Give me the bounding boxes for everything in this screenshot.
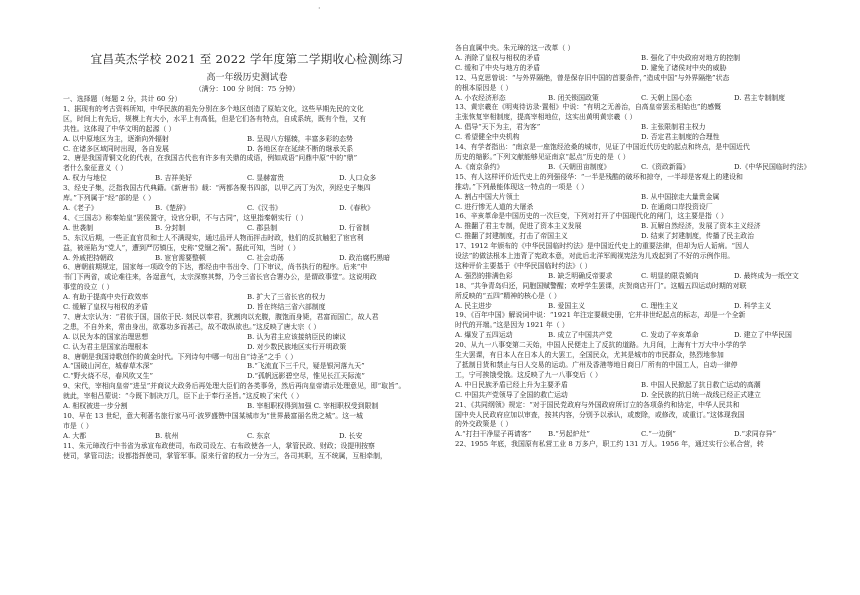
text-line: 历史的缩影。”下列文献能够见证南京“起点”历史的是（ ）: [455, 152, 630, 161]
option: B. 缺乏明确反帝要求: [548, 271, 613, 280]
option: D. 政治腐朽黑暗: [339, 253, 391, 262]
option-row: [63, 293, 431, 303]
text-line: 4、《三国志》称秦始皇“罢侯置守，设官分职，不与古同”，这里指秦朝实行（ ）: [63, 213, 308, 222]
option: B. 分封制: [155, 223, 186, 232]
option-row: [455, 163, 827, 173]
option: B. 爱国主义: [548, 301, 586, 310]
option: C. 希望健全中央机构: [455, 133, 520, 142]
option-row: [63, 174, 431, 184]
text-line: 7、唐太宗认为：“君依于国，国依于民. 刻民以奉君，犹割肉以充腹，腹饱而身毙，君富而国亡，故人君: [63, 312, 379, 321]
exam-title: 宜昌英杰学校 2021 至 2022 学年度第二学期收心检测练习: [90, 52, 404, 66]
text-line: 2、唐是我国青铜文化的代表，在我国古代也有许多有关鼎的成语，例如成语“问鼎中原”中的“鼎”: [63, 154, 358, 163]
option: B. 成立了中国共产党: [548, 331, 613, 340]
option: B. 杭州: [155, 431, 179, 440]
option-row: [63, 333, 431, 343]
option: A. 大都: [63, 431, 87, 440]
option-row: [455, 381, 827, 391]
option: B. 从中国掠走大量贵金属: [641, 192, 720, 201]
option: D.《春秋》: [339, 203, 375, 212]
option: C. 明显的限袁倾向: [641, 271, 699, 280]
option: A. 消除了皇权与相权的矛盾: [455, 53, 541, 62]
option: A.“打扫干净屋子再请客”: [455, 430, 532, 439]
text-line: 17、1912 年颁布的《中华民国临时约法》是中国近代史上的重要法律，但却为后人诟病。“因人: [455, 242, 749, 251]
text-line: 10、早在 13 世纪，意大利著名旅行家马可·波罗盛赞中国某城市为“世界最富丽名贵之城”。这一城: [63, 412, 363, 420]
text-line: 之患，不自外来，常由身出，欲寡功多而甚己，故不敢纵欲也。”这反映了唐太宗（ ）: [63, 322, 321, 331]
text-line: 12、马克思曾说：“与外界隔绝，曾是保存旧中国的首要条件，”造成中国“与外界隔绝”状态: [455, 73, 730, 82]
option-row: [63, 362, 431, 372]
option: D. 建立了中华民国: [734, 331, 792, 340]
option-row: [63, 224, 431, 234]
text-line: 设法”的做法根本上违背了宪政本意，对此后北洋军阀视宪法为儿戏起到了不好的示例作用。: [455, 252, 735, 261]
option-row: [455, 133, 827, 143]
text-line: 区，时间上有先后，规模上有大小，水平上有高低，但是它们各有特点，自成系统，既有个性，又有: [63, 114, 367, 123]
option: A. 权力与地位: [63, 174, 107, 183]
option: B. 吉祥美好: [155, 174, 193, 183]
text-line: 11、朱元璋改行中书省为承宣布政使司，布政司设左、右布政使各一人，掌管民政、财政；设提刑按察: [63, 441, 375, 450]
option: B. 宰相职权得到加强 C. 宰相职权受到限制: [247, 402, 379, 411]
right-column: [455, 44, 827, 450]
option: C. 中国共产党领导了全国的救亡运动: [455, 390, 568, 399]
right-questions: [455, 44, 827, 450]
option: C.《资政新篇》: [641, 162, 690, 171]
option-row: [63, 145, 431, 155]
text-line: 各自直属中央。朱元璋的这一改革（ ）: [455, 44, 575, 52]
option: A. 以中原地区为主，逐渐向外辐射: [63, 134, 169, 143]
option: A. 有助于提高中央行政效率: [63, 293, 149, 302]
text-line: 库。”下列属于“经”部的是（ ）: [63, 194, 155, 203]
text-line: 6、唐朝前期规定，国家每一项政令的下达，都经由中书出令、门下审议，尚书执行的程序。后来“中: [63, 263, 368, 272]
option: C. 认为君主是国家治理根本: [63, 342, 149, 351]
option: C. 缓解了皇权与相权的矛盾: [63, 303, 149, 312]
option-row: [63, 432, 431, 442]
option-row: [63, 402, 431, 412]
left-questions: [63, 95, 431, 462]
option: C.《汉书》: [247, 203, 282, 212]
option: C. 社会动荡: [247, 253, 284, 262]
text-line: 1、据现有的考古资料所知，中华民族的祖先分别在多个地区创造了原始文化，这些早期先民的文化: [63, 104, 364, 113]
option: B. 扩大了三省长官的权力: [247, 293, 326, 302]
option: C. 进行惨无人道的大屠杀: [455, 202, 534, 211]
text-line: 推动。”下列最能体现这一特点的一项是（ ）: [455, 182, 589, 191]
option: B. 认为君主应该接纳臣民的谏议: [247, 332, 347, 341]
option: A. 小农经济形态: [455, 93, 506, 102]
option: C. 郡县制: [247, 223, 278, 232]
option: D. 全民族的抗日统一战线已经正式建立: [641, 390, 761, 399]
option-row: [63, 135, 431, 145]
text-line: 了抵制日货和禁止与日人交易的运动。广州及香港等地日商日厂所有的中国工人，自动一律停: [455, 361, 738, 369]
option-row: [455, 272, 827, 282]
text-line: 一、选择题（每题 2 分，共计 60 分）: [63, 95, 182, 103]
option-row: [63, 254, 431, 264]
option: A. 割占中国大片领土: [455, 192, 520, 201]
option: D. 对少数民族地区实行开明政策: [247, 342, 347, 351]
option: D. 旨在终结三省六部制度: [247, 303, 326, 312]
option: D.“孤帆远影碧空尽，惟见长江天际流”: [247, 372, 365, 381]
left-column: [63, 52, 431, 462]
option: B. 强化了中央政府对地方的控制: [641, 53, 741, 62]
option: C. 缓和了中央与地方的矛盾: [455, 63, 541, 72]
option-row: [455, 391, 827, 401]
option: B.“另起炉灶”: [548, 430, 590, 439]
text-line: 使司，掌管司法；设都指挥使司，掌管军事。原来行省的权力一分为三，各司其职，互不统属，互相牵制，: [63, 451, 387, 460]
top-mark: ·: [318, 4, 321, 13]
option-row: [455, 302, 827, 312]
text-line: 5、东汉后期，一些正直官员和士人不满现实，通过品评人物而抨击时政，他们的反抗触犯了宦官利: [63, 233, 364, 242]
option: C. 天朝上国心态: [641, 93, 692, 102]
option: D.《中华民国临时约法》: [734, 162, 811, 171]
option: D. 在通商口岸投资设厂: [641, 202, 713, 211]
text-line: 国中央人民政府应加以审查，按其内容，分别予以承认，或废除，或修改，或重订。”这体现我国: [455, 410, 745, 419]
option: A. 以民为本的国家治理思想: [63, 332, 149, 341]
text-line: 8、唐朝是我国诗歌创作的黄金时代。下列诗句中哪一句出自“诗圣”之手（ ）: [63, 352, 298, 361]
text-line: 工，宁可挨饿受饿。这反映了九一八事变后（ ）: [455, 370, 602, 379]
option: B. 主张限制君主权力: [641, 123, 706, 132]
option: D. 君主专制制度: [734, 93, 786, 102]
option: A. 世袭制: [63, 223, 94, 232]
text-line: 20、从九一八事变第二天始，中国人民便走上了反抗的道路。九月间，上海有十万大中小学的学: [455, 341, 747, 350]
option-row: [455, 193, 827, 203]
option: B. 瓦解自然经济，发展了资本主义经济: [641, 222, 761, 231]
option-row: [455, 203, 827, 213]
option: D. 避免了诸侯对中央的威胁: [641, 63, 727, 72]
option: D. 科学主义: [734, 301, 772, 310]
option: A.《南京条约》: [455, 162, 504, 171]
option: C.“野火烧不尽，春风吹又生”: [63, 372, 154, 381]
option: A. 强烈的排满色彩: [455, 271, 513, 280]
option: D. 最终成为一纸空文: [734, 271, 799, 280]
option: B.“飞流直下三千尺，疑是银河落九天”: [247, 362, 365, 371]
option: C. 发动了辛亥革命: [641, 331, 699, 340]
option: D. 长安: [339, 431, 363, 440]
option: B. 闭关锁国政策: [548, 93, 599, 102]
option-row: [455, 222, 827, 232]
option: A.《老子》: [63, 203, 98, 212]
option: D. 行省制: [339, 223, 370, 232]
exam-subtitle: 高一年级历史测试卷: [206, 73, 288, 83]
option-row: [455, 94, 827, 104]
text-line: 主张恢复宰相制度，提高宰相地位，这实出黄明黄宗羲（ ）: [455, 113, 637, 122]
text-line: 3、经史子集，泛指我国古代典籍。《新唐书》载：“两都各聚书四部，以甲乙丙丁为次，列经史子集四: [63, 184, 371, 193]
option: D. 各地区存在延续不断的继承关系: [247, 144, 354, 153]
option: C.“一边倒”: [641, 430, 676, 439]
option: D. 否定君主制度的合理性: [641, 133, 720, 142]
text-line: 22、1955 年底，我国原有私营工业 8 万多户，职工约 131 万人。1956 年，通过实行公私合营，转: [455, 440, 764, 449]
option-row: [455, 331, 827, 341]
option: C. 东京: [247, 431, 271, 440]
text-line: 共性。这体现了中华文明的起源（ ）: [63, 124, 176, 133]
option: A. 相权被进一步分割: [63, 402, 128, 411]
option: A. 爆发了五四运动: [455, 331, 513, 340]
text-line: 15、有人这样评价近代史上的列强侵华：“一半是残酷的破坏和掠夺，一半却是客观上的建设和: [455, 172, 743, 181]
text-line: 16、辛亥革命是中国历史的一次巨变，下列对打开了中国现代化的闸门，这主要是指（ ）: [455, 212, 728, 221]
option-row: [63, 204, 431, 214]
text-line: 书门下两省，或论难往来，各逞意气，太宗深察其弊，乃令三省长官合署办公，是谓政事堂”。这说明政: [63, 273, 377, 282]
text-line: 这种评价主要基于《中华民国临时约法》（ ）: [455, 261, 592, 270]
option-row: [455, 123, 827, 133]
option: A. 外戚把持朝政: [63, 253, 114, 262]
option: D. 人口众多: [339, 174, 377, 183]
option-row: [63, 343, 431, 353]
text-line: 生大罢课，有日本人在日本人的大罢工，全国民众，尤其是城市的市民群众，热烈地参加: [455, 351, 724, 360]
option: C. 显赫富贵: [247, 174, 284, 183]
option: A.“国破山河在，城春草木深”: [63, 362, 154, 371]
text-line: 19、《百年中国》解说词中说：“1921 年注定要载史册，它并非世纪起点的标志，却是一个全新: [455, 311, 746, 320]
exam-meta: （满分：100 分 时间：75 分钟）: [194, 85, 300, 93]
option: B.《楚辞》: [155, 203, 190, 212]
option-row: [455, 232, 827, 242]
option-row: [455, 64, 827, 74]
option: C. 理性主义: [641, 301, 678, 310]
option: D. 结束了封建制度，传播了民主政治: [641, 232, 755, 241]
text-line: 者什么象征意义（ ）: [63, 164, 128, 173]
text-line: 18、“共争青岛归还，同胞国赋警醒；欢呼学生罢课，庆贺商店开门”。这幅五四运动时期的对联: [455, 281, 747, 290]
option: A. 推翻了君主专制，促进了资本主义发展: [455, 222, 582, 231]
text-line: 的根本原因是（ ）: [455, 83, 513, 92]
option: B. 宦官需要整顿: [155, 253, 206, 262]
option: A. 民主进步: [455, 301, 492, 310]
text-line: 益，被诬陷为“党人”，遭到严厉镇压，史称“党锢之祸”。据此可知，当时（ ）: [63, 243, 300, 252]
text-line: 时代的开端。”这是因为 1921 年（ ）: [455, 321, 569, 330]
text-line: 市是（ ）: [63, 421, 93, 430]
option: B. 呈现八方辐辏，丰富多彩的态势: [247, 134, 353, 143]
option: C. 推翻了封建制度，打击了帝国主义: [455, 232, 568, 241]
option-row: [455, 430, 827, 440]
text-line: 14、有学者指出：“南京是一座饱经沧桑的城市，见证了中国近代历史的起点和终点，是中国近代: [455, 143, 750, 152]
text-line: 的外交政策是（ ）: [455, 420, 513, 429]
option: B. 中国人民掀起了抗日救亡运动的高潮: [641, 380, 761, 389]
text-line: 就此，宰相吕蒙说：“今既下制决万几，臣下止于奉行圣旨。”这反映了宋代（ ）: [63, 392, 304, 401]
option: D.“求同存异”: [734, 430, 777, 439]
text-line: 13、黄宗羲在《明夷待访录·置相》中说：“有明之无善治，自高皇帝罢丞相始也”的感慨: [455, 103, 722, 112]
option-row: [455, 54, 827, 64]
option-row: [63, 372, 431, 382]
text-line: 21、《共同纲领》规定：“对于国民党政府与外国政府所订立的各项条约和协定，中华人民共和: [455, 400, 740, 409]
option: A. 中日民族矛盾已经上升为主要矛盾: [455, 380, 568, 389]
text-line: 所反映的“五四”精神的核心是（ ）: [455, 291, 561, 300]
option: A. 倡导“天下为主，君为客”: [455, 123, 541, 132]
option: B.《天朝田亩制度》: [548, 162, 611, 171]
text-line: 事堂的设立（ ）: [63, 283, 114, 292]
text-line: 9、宋代，宰相向皇帝“进呈”并商议大政务后再处理大臣们的各类事务，然后再向皇帝请示处理意见，即“取旨”。: [63, 382, 406, 391]
option-row: [63, 303, 431, 313]
option: C. 在诸多区域同时出现，各自发展: [63, 144, 169, 153]
